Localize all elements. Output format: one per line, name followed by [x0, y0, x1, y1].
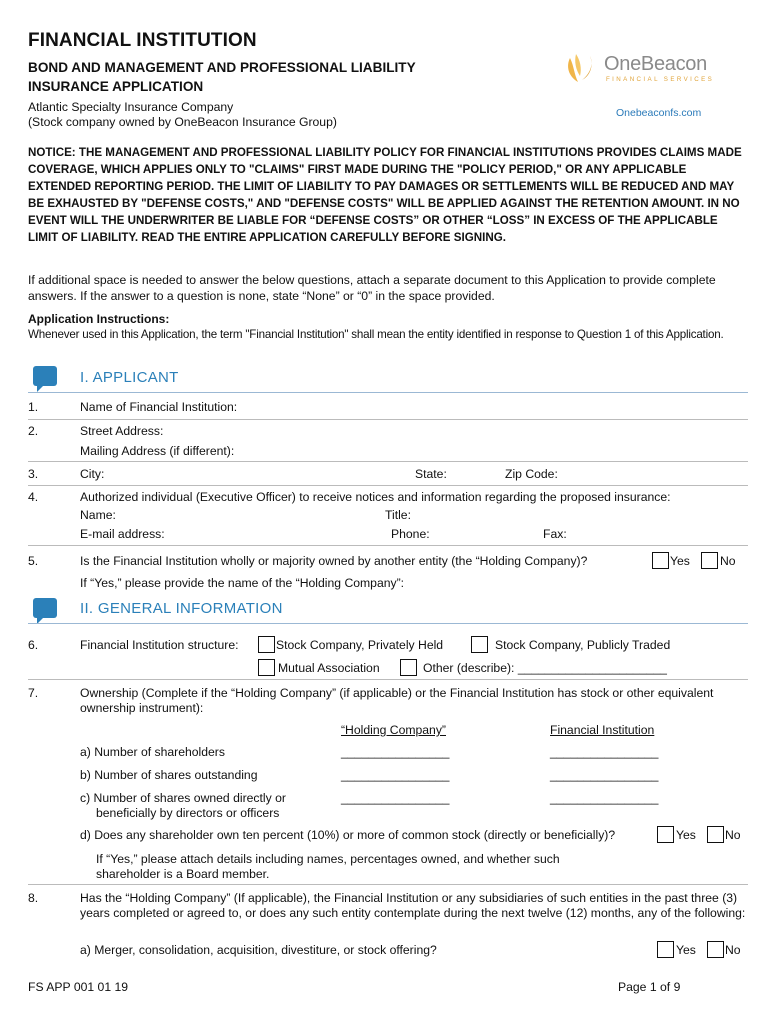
row-divider	[28, 545, 748, 546]
logo-name: OneBeacon	[604, 53, 707, 75]
row-divider	[28, 679, 748, 680]
row-divider	[28, 419, 748, 420]
section-general-info-title: II. GENERAL INFORMATION	[80, 600, 283, 617]
section-divider	[28, 392, 748, 393]
q7-number: 7.	[28, 686, 39, 700]
instructions-heading: Application Instructions:	[28, 312, 170, 326]
q6-mutual-label: Mutual Association	[278, 661, 380, 675]
q7-label: Ownership (Complete if the “Holding Company” (if applicable) or the Financial Institution has stock or other equivalent ownership instrument):	[80, 686, 714, 715]
row-divider	[28, 485, 748, 486]
q7d-no-checkbox[interactable]	[707, 826, 724, 843]
form-subtitle	[28, 58, 498, 96]
website-link[interactable]: Onebeaconfs.com	[616, 107, 702, 119]
q7a-fi-blank[interactable]: ________________	[550, 745, 659, 759]
q2-mailing-label: Mailing Address (if different):	[80, 444, 235, 458]
q8a-no-label: No	[725, 943, 741, 957]
q8a-no-checkbox[interactable]	[707, 941, 724, 958]
q7b-label: b) Number of shares outstanding	[80, 768, 258, 782]
intro-paragraph: If additional space is needed to answer the below questions, attach a separate document to this Application to provide complete answers. If the answer to a question is none, state “None” or “0” in the space provided.	[28, 273, 716, 303]
subtitle-line-2: INSURANCE APPLICATION	[28, 79, 204, 94]
company-info	[28, 100, 337, 130]
q7a-label: a) Number of shareholders	[80, 745, 225, 759]
q6-number: 6.	[28, 638, 39, 652]
q6-mutual-checkbox[interactable]	[258, 659, 275, 676]
q4-label: Authorized individual (Executive Officer) to receive notices and information regarding the proposed insurance:	[80, 490, 671, 504]
company-line-2: (Stock company owned by OneBeacon Insurance Group)	[28, 115, 337, 129]
q1-label: Name of Financial Institution:	[80, 400, 238, 414]
footer-page-number: Page 1 of 9	[618, 980, 681, 994]
q7d-yes-label: Yes	[676, 828, 696, 842]
q4-title-label: Title:	[385, 508, 411, 522]
q6-stock-private-checkbox[interactable]	[258, 636, 275, 653]
q4-fax-label: Fax:	[543, 527, 567, 541]
section-applicant-icon	[33, 366, 57, 386]
logo-subtitle: FINANCIAL SERVICES	[606, 76, 715, 83]
q6-stock-private-label: Stock Company, Privately Held	[276, 638, 444, 652]
q7d-label: d) Does any shareholder own ten percent (10%) or more of common stock (directly or beneficially)?	[80, 828, 616, 842]
q6-other-checkbox[interactable]	[400, 659, 417, 676]
q8a-yes-label: Yes	[676, 943, 696, 957]
q3-state-label: State:	[415, 467, 447, 481]
q7d-no-label: No	[725, 828, 741, 842]
q2-number: 2.	[28, 424, 39, 438]
section-applicant-title: I. APPLICANT	[80, 369, 179, 386]
q5-label: Is the Financial Institution wholly or majority owned by another entity (the “Holding Company)?	[80, 554, 588, 568]
q6-stock-public-checkbox[interactable]	[471, 636, 488, 653]
q5-no-label: No	[720, 554, 736, 568]
q7b-holding-blank[interactable]: ________________	[341, 768, 450, 782]
q5-yes-checkbox[interactable]	[652, 552, 669, 569]
notice-text: NOTICE: THE MANAGEMENT AND PROFESSIONAL LIABILITY POLICY FOR FINANCIAL INSTITUTIONS PROVIDES CLAIMS MADE COVERAGE, WHICH APPLIES ONLY TO "CLAIMS" FIRST MADE DURING THE "POLICY PERIOD," OR ANY APPLICABLE EXTENDED REPORTING PERIOD. THE LIMIT OF LIABILITY TO PAY DAMAGES OR SETTLEMENTS WILL BE REDUCED AND MAY BE EXHAUSTED BY "DEFENSE COSTS," AND "DEFENSE COSTS" WILL BE APPLIED AGAINST THE RETENTION AMOUNT. IN NO EVENT WILL THE UNDERWRITER BE LIABLE FOR “DEFENSE COSTS” OR OTHER “LOSS” IN EXCESS OF THE APPLICABLE LIMIT OF LIABILITY. READ THE ENTIRE APPLICATION CAREFULLY BEFORE SIGNING.	[28, 146, 742, 244]
q3-number: 3.	[28, 467, 39, 481]
footer-form-id: FS APP 001 01 19	[28, 980, 129, 994]
q3-city-label: City:	[80, 467, 105, 481]
q6-other-label: Other (describe): ______________________	[423, 661, 667, 675]
q7d-followup: If “Yes,” please attach details including names, percentages owned, and whether such shareholder is a Board member.	[96, 852, 560, 881]
q5-number: 5.	[28, 554, 39, 568]
q7-col-financial-institution: Financial Institution	[550, 723, 655, 737]
q5-yes-label: Yes	[670, 554, 690, 568]
company-line-1: Atlantic Specialty Insurance Company	[28, 100, 234, 114]
q7b-fi-blank[interactable]: ________________	[550, 768, 659, 782]
q7c-holding-blank[interactable]: ________________	[341, 791, 450, 805]
q7d-yes-checkbox[interactable]	[657, 826, 674, 843]
q3-zip-label: Zip Code:	[505, 467, 558, 481]
q6-label: Financial Institution structure:	[80, 638, 239, 652]
q2-street-label: Street Address:	[80, 424, 164, 438]
q8a-yes-checkbox[interactable]	[657, 941, 674, 958]
row-divider	[28, 884, 748, 885]
q6-stock-public-label: Stock Company, Publicly Traded	[495, 638, 671, 652]
row-divider	[28, 461, 748, 462]
q7a-holding-blank[interactable]: ________________	[341, 745, 450, 759]
q8-label: Has the “Holding Company” (If applicable), the Financial Institution or any subsidiaries of such entities in the past three (3) years completed or agreed to, or does any such entity contemplate during the next twelve (12) months, any of the following:	[80, 891, 746, 920]
q7c-fi-blank[interactable]: ________________	[550, 791, 659, 805]
q7c-label-line2: beneficially by directors or officers	[96, 806, 280, 820]
q7c-label-line1: c) Number of shares owned directly or	[80, 791, 286, 805]
q8a-label: a) Merger, consolidation, acquisition, divestiture, or stock offering?	[80, 943, 437, 957]
q5-followup: If “Yes,” please provide the name of the “Holding Company”:	[80, 576, 405, 590]
section-general-info-icon	[33, 598, 57, 618]
section-divider	[28, 623, 748, 624]
q4-email-label: E-mail address:	[80, 527, 165, 541]
q4-phone-label: Phone:	[391, 527, 430, 541]
q8-number: 8.	[28, 891, 39, 905]
form-title: FINANCIAL INSTITUTION	[28, 30, 257, 51]
instructions-text: Whenever used in this Application, the term "Financial Institution" shall mean the entity identified in response to Question 1 of this Application.	[28, 328, 724, 341]
q4-name-label: Name:	[80, 508, 116, 522]
q4-number: 4.	[28, 490, 39, 504]
q7-col-holding-company: “Holding Company”	[341, 723, 446, 737]
q5-no-checkbox[interactable]	[701, 552, 718, 569]
subtitle-line-1: BOND AND MANAGEMENT AND PROFESSIONAL LIABILITY	[28, 60, 416, 75]
q1-number: 1.	[28, 400, 39, 414]
